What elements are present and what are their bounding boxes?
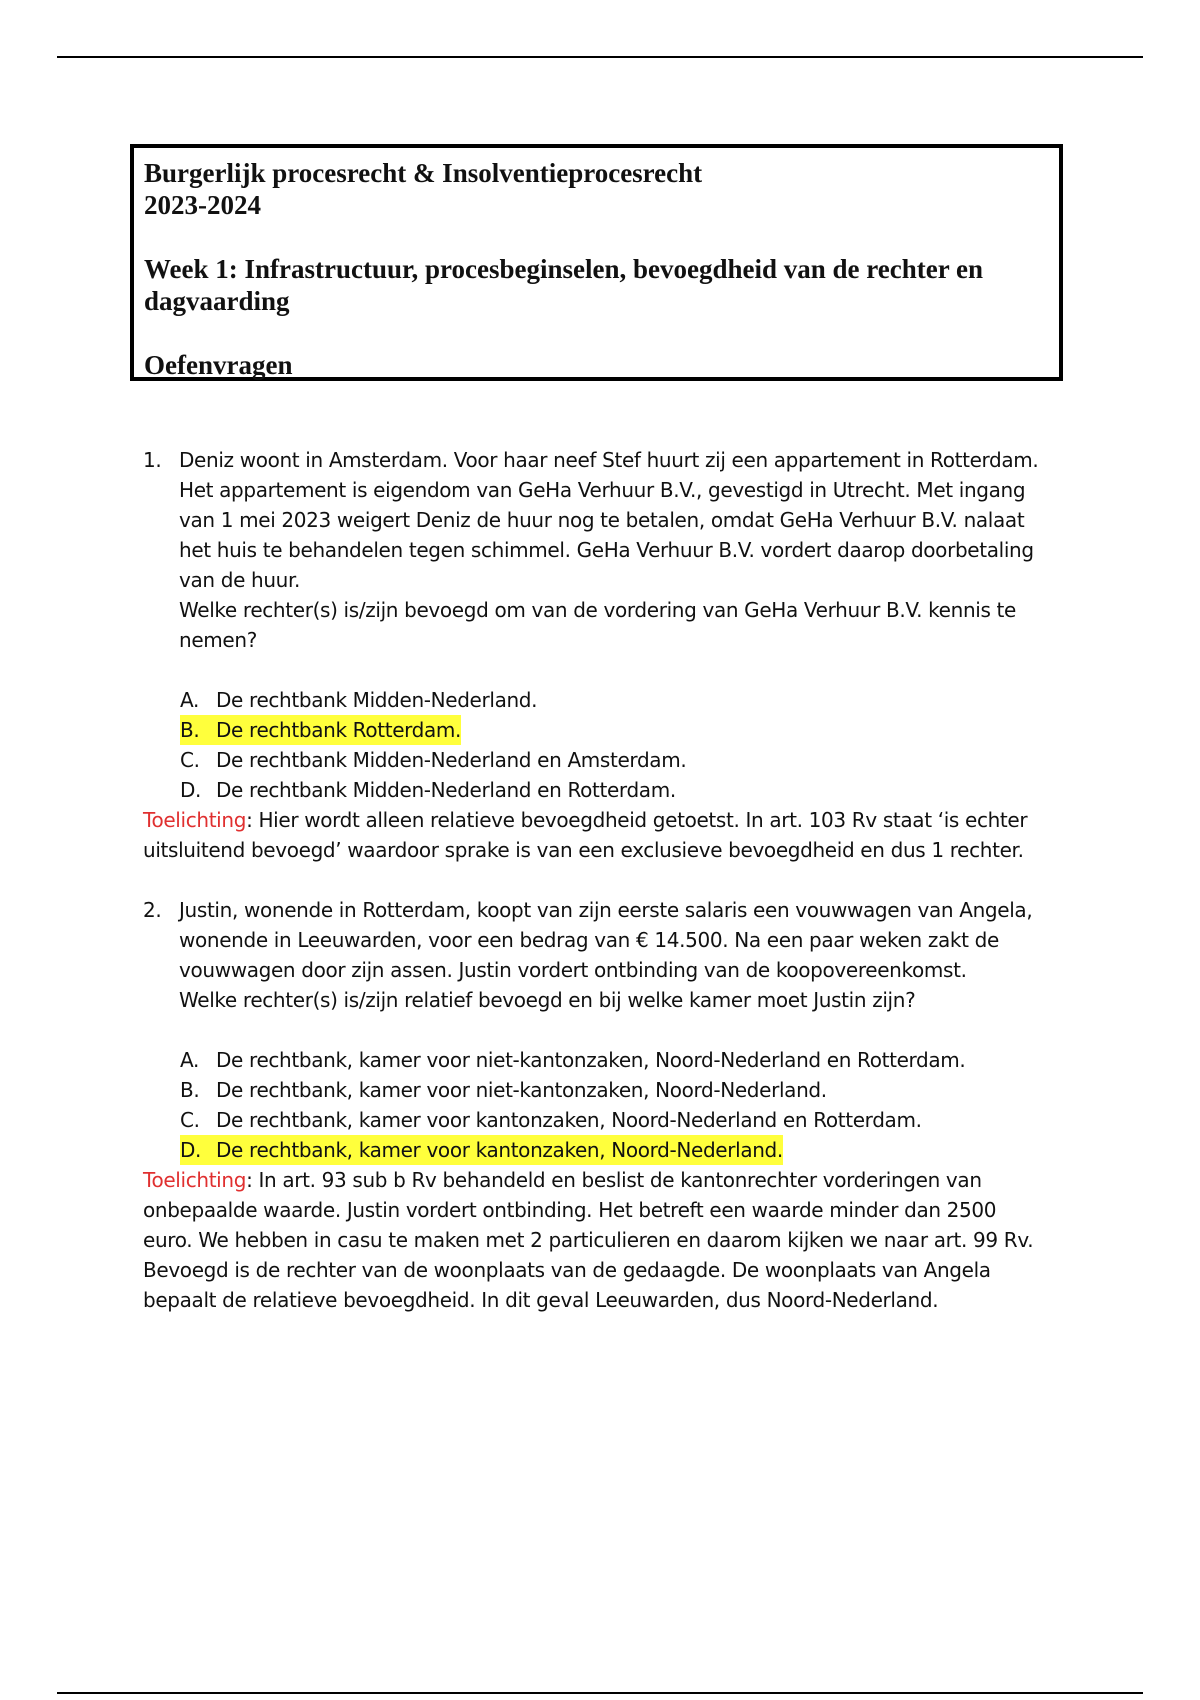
title-box [130, 144, 1063, 381]
option-text: De rechtbank, kamer voor niet-kantonzaken, Noord-Nederland. [216, 1078, 827, 1102]
question-number: 1. [143, 448, 162, 472]
bottom-rule [57, 1692, 1143, 1694]
explanation-text: : In art. 93 sub b Rv behandeld en beslist de kantonrechter vorderingen van [246, 1168, 982, 1192]
option-text: De rechtbank Midden-Nederland en Rotterdam. [216, 778, 676, 802]
explanation-text: : Hier wordt alleen relatieve bevoegdheid getoetst. In art. 103 Rv staat ‘is echter [246, 808, 1028, 832]
question-text [179, 445, 1038, 655]
questions-content [143, 445, 1073, 1315]
option-letter: B. [180, 1078, 200, 1102]
explanation-1 [143, 805, 1073, 865]
explanation-label: Toelichting [143, 808, 247, 832]
answer-options [143, 1045, 1073, 1165]
explanation-line: euro. We hebben in casu te maken met 2 particulieren en daarom kijken we naar art. 99 Rv. [143, 1228, 1034, 1252]
question-line: Justin, wonende in Rotterdam, koopt van zijn eerste salaris een vouwwagen van Angela, [179, 898, 1033, 922]
option-text: De rechtbank, kamer voor kantonzaken, Noord-Nederland. [216, 1135, 783, 1165]
option-text: De rechtbank, kamer voor niet-kantonzaken, Noord-Nederland en Rotterdam. [216, 1048, 966, 1072]
week-title-line-1: Week 1: Infrastructuur, procesbeginselen, bevoegdheid van de rechter en [144, 254, 983, 284]
explanation-line: bepaalt de relatieve bevoegdheid. In dit geval Leeuwarden, dus Noord-Nederland. [143, 1288, 939, 1312]
question-text [179, 895, 1032, 1015]
explanation-line: Bevoegd is de rechter van de woonplaats van de gedaagde. De woonplaats van Angela [143, 1258, 991, 1282]
question-line: wonende in Leeuwarden, voor een bedrag van € 14.500. Na een paar weken zakt de [179, 928, 999, 952]
option-letter: D. [180, 778, 202, 802]
explanation-2 [143, 1165, 1073, 1315]
option-text: De rechtbank Rotterdam. [216, 715, 461, 745]
option-a [180, 685, 1073, 715]
question-line: Deniz woont in Amsterdam. Voor haar neef Stef huurt zij een appartement in Rotterdam. [179, 448, 1039, 472]
option-letter: A. [180, 688, 199, 712]
academic-year: 2023-2024 [144, 190, 261, 220]
explanation-line: uitsluitend bevoegd’ waardoor sprake is van een exclusieve bevoegdheid en dus 1 rechter. [143, 838, 1024, 862]
option-letter: D. [180, 1135, 216, 1165]
question-1 [143, 445, 1073, 655]
option-text: De rechtbank, kamer voor kantonzaken, Noord-Nederland en Rotterdam. [216, 1108, 922, 1132]
question-line: Het appartement is eigendom van GeHa Verhuur B.V., gevestigd in Utrecht. Met ingang [179, 478, 1026, 502]
question-line: nemen? [179, 628, 257, 652]
top-rule [57, 56, 1143, 58]
option-text: De rechtbank Midden-Nederland. [216, 688, 538, 712]
option-letter: C. [180, 1108, 200, 1132]
option-d-correct [180, 1135, 1073, 1165]
option-letter: C. [180, 748, 200, 772]
question-line: het huis te behandelen tegen schimmel. GeHa Verhuur B.V. vordert daarop doorbetaling [179, 538, 1034, 562]
course-title: Burgerlijk procesrecht & Insolventieprocesrecht [144, 158, 703, 188]
option-d [180, 775, 1073, 805]
question-line: vouwwagen door zijn assen. Justin vordert ontbinding van de koopovereenkomst. [179, 958, 967, 982]
section-title: Oefenvragen [144, 350, 293, 380]
answer-options [143, 685, 1073, 805]
question-line: van 1 mei 2023 weigert Deniz de huur nog te betalen, omdat GeHa Verhuur B.V. nalaat [179, 508, 1025, 532]
explanation-line: onbepaalde waarde. Justin vordert ontbinding. Het betreft een waarde minder dan 2500 [143, 1198, 997, 1222]
option-b [180, 1075, 1073, 1105]
option-text: De rechtbank Midden-Nederland en Amsterdam. [216, 748, 687, 772]
question-line: Welke rechter(s) is/zijn relatief bevoegd en bij welke kamer moet Justin zijn? [179, 988, 916, 1012]
option-a [180, 1045, 1073, 1075]
option-c [180, 1105, 1073, 1135]
week-title-line-2: dagvaarding [144, 286, 290, 316]
question-line: van de huur. [179, 568, 301, 592]
option-letter: B. [180, 715, 216, 745]
option-letter: A. [180, 1048, 199, 1072]
explanation-label: Toelichting [143, 1168, 247, 1192]
question-number: 2. [143, 898, 162, 922]
question-2 [143, 895, 1073, 1015]
option-b-correct [180, 715, 1073, 745]
option-c [180, 745, 1073, 775]
question-line: Welke rechter(s) is/zijn bevoegd om van de vordering van GeHa Verhuur B.V. kennis te [179, 598, 1016, 622]
